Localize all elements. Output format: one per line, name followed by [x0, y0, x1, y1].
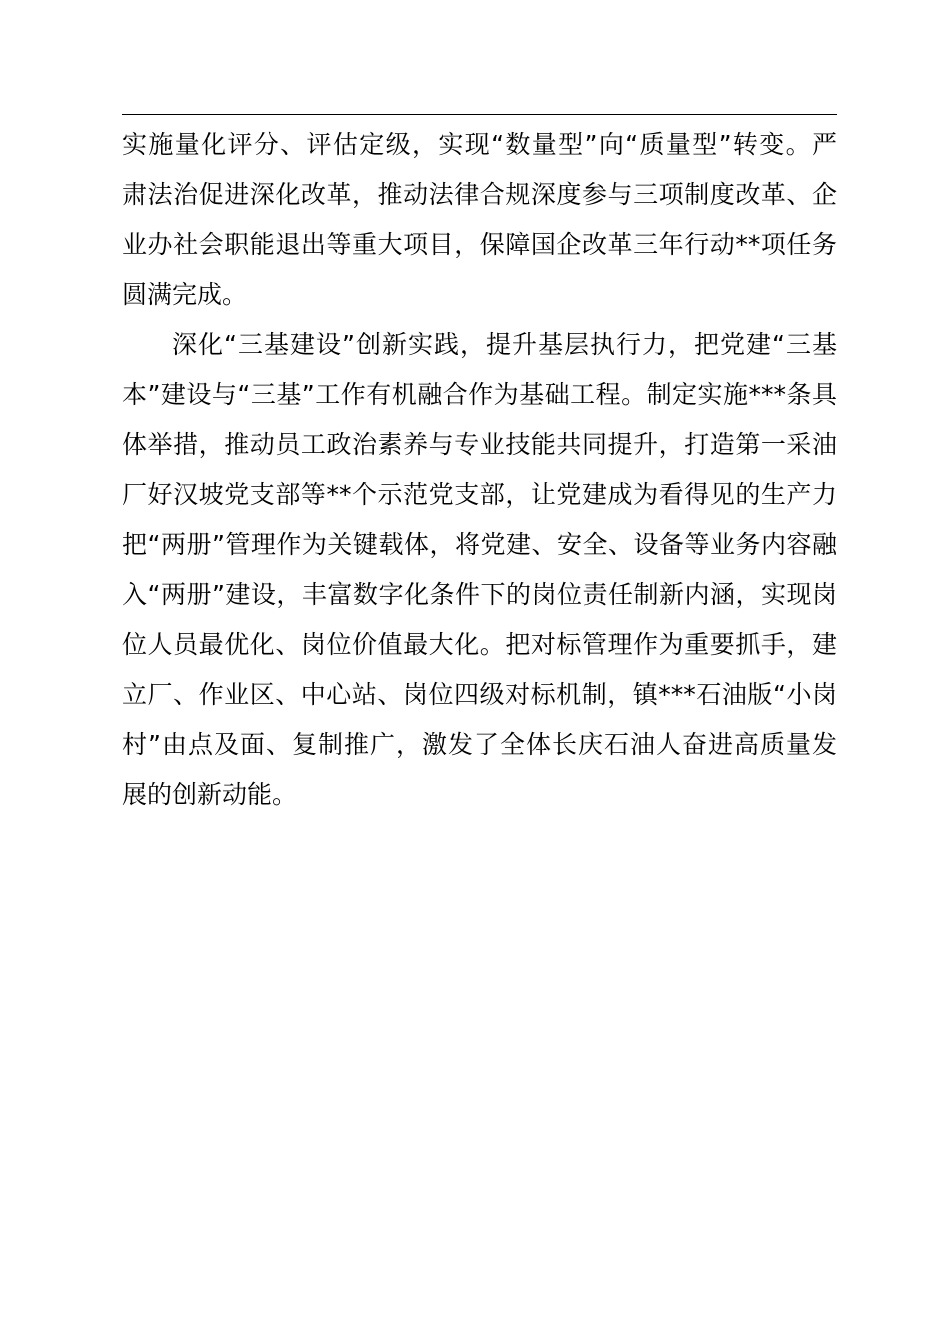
header-rule [122, 114, 837, 115]
text-line-14: 展的创新动能。 [122, 780, 298, 809]
text-line-4: 圆满完成。 [122, 280, 248, 309]
text-line-6: 本”建设与“三基”工作有机融合作为基础工程。制定实施***条具 [122, 380, 837, 409]
text-line-8: 厂好汉坡党支部等**个示范党支部，让党建成为看得见的生产力 [122, 480, 837, 509]
text-line-5: 深化“三基建设”创新实践，提升基层执行力，把党建“三基 [172, 330, 837, 359]
text-line-7: 体举措，推动员工政治素养与专业技能共同提升，打造第一采油 [122, 430, 837, 459]
text-line-10: 入“两册”建设，丰富数字化条件下的岗位责任制新内涵，实现岗 [122, 580, 837, 609]
text-line-12: 立厂、作业区、中心站、岗位四级对标机制，镇***石油版“小岗 [122, 680, 837, 709]
text-line-1: 实施量化评分、评估定级，实现“数量型”向“质量型”转变。严 [122, 130, 837, 159]
text-line-13: 村”由点及面、复制推广，激发了全体长庆石油人奋进高质量发 [122, 730, 837, 759]
text-line-9: 把“两册”管理作为关键载体，将党建、安全、设备等业务内容融 [122, 530, 837, 559]
text-line-3: 业办社会职能退出等重大项目，保障国企改革三年行动**项任务 [122, 230, 837, 259]
text-line-2: 肃法治促进深化改革，推动法律合规深度参与三项制度改革、企 [122, 180, 837, 209]
document-body [122, 120, 837, 820]
text-line-11: 位人员最优化、岗位价值最大化。把对标管理作为重要抓手，建 [122, 630, 837, 659]
